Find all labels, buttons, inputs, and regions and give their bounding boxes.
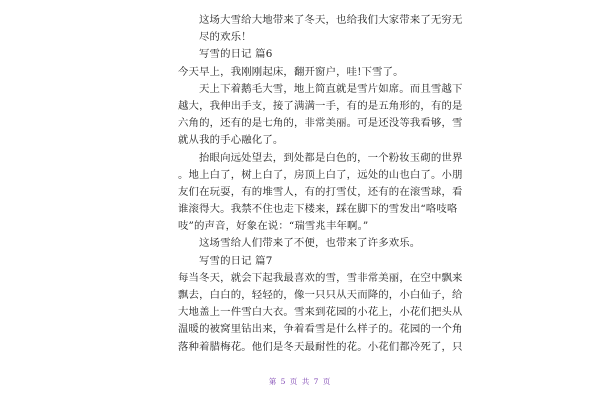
page-footer: 第 5 页 共 7 页 (268, 377, 332, 386)
text-line: 友们在玩耍，有的堆雪人，有的打雪仗，还有的在滚雪球，看 (178, 185, 463, 198)
text-line: 写雪的日记 篇7 (199, 254, 273, 267)
text-line: 这场雪给人们带来了不便，也带来了许多欢乐。 (199, 237, 421, 250)
text-line: 飘去，白白的，轻轻的，像一只只从天而降的，小白仙子，给 (178, 289, 463, 301)
text-line: 温暖的被窝里钻出来，争着看雪是什么样子的。花园的一个角 (178, 323, 463, 336)
text-line: 抬眼向远处望去，到处都是白色的，一个粉妆玉砌的世界 (199, 151, 463, 164)
text-line: 六角的，还有的是七角的，非常美丽。可是还没等我看够，雪 (178, 117, 463, 130)
text-line: 就从我的手心融化了。 (178, 134, 284, 147)
text-line: 写雪的日记 篇6 (199, 48, 273, 61)
text-line: 天上下着鹅毛大雪，地上简直就是雪片如席。而且雪越下 (199, 82, 463, 95)
text-line: 每当冬天，就会下起我最喜欢的雪，雪非常美丽，在空中飘来 (178, 271, 463, 284)
document-body (178, 12, 463, 356)
text-line: 吱”的声音，好象在说：“瑞雪兆丰年啊。” (178, 220, 369, 233)
text-line: 谁滚得大。我禁不住也走下楼来，踩在脚下的雪发出“咯吱咯 (178, 203, 458, 216)
text-line: 大地盖上一件雪白大衣。雪来到花园的小花上，小花们把头从 (178, 306, 463, 319)
text-line: 越大，我伸出手支，接了满满一手，有的是五角形的，有的是 (178, 99, 463, 112)
text-line: 。地上白了，树上白了，房顶上白了，远处的山也白了。小朋 (178, 168, 463, 181)
text-line: 尽的欢乐！ (199, 31, 252, 44)
text-line: 今天早上，我刚刚起床，翻开窗户，哇!下雪了。 (178, 65, 404, 78)
text-line: 落种着腊梅花。他们是冬天最耐性的花。小花们都冷死了，只 (178, 340, 463, 353)
text-line: 这场大雪给大地带来了冬天，也给我们大家带来了无穷无 (199, 14, 463, 26)
